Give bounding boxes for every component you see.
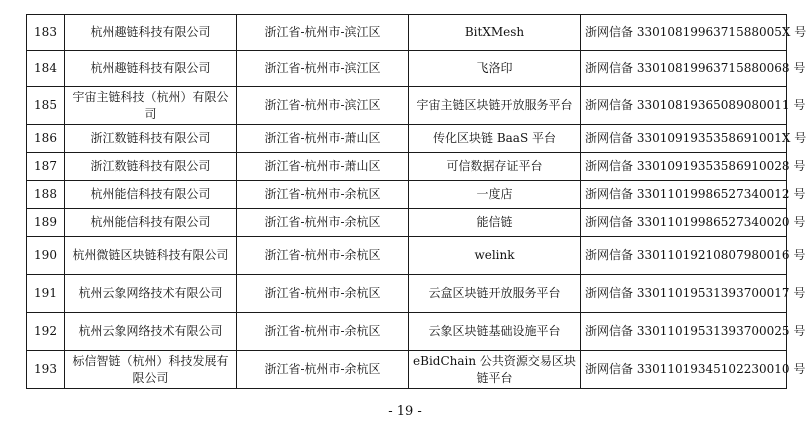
service-name: 云象区块链基础设施平台 bbox=[409, 313, 581, 351]
filing-number: 浙网信备 330110195313937000​25 号 bbox=[581, 313, 787, 351]
service-name: 一度店 bbox=[409, 181, 581, 209]
company-name: 宇宙主链科技（杭州）有限公司 bbox=[65, 87, 237, 125]
region: 浙江省-杭州市-余杭区 bbox=[237, 275, 409, 313]
service-name: 能信链 bbox=[409, 209, 581, 237]
region: 浙江省-杭州市-滨江区 bbox=[237, 15, 409, 51]
table-row bbox=[27, 87, 787, 125]
company-name: 浙江数链科技有限公司 bbox=[65, 125, 237, 153]
table-row bbox=[27, 125, 787, 153]
company-name: 杭州趣链科技有限公司 bbox=[65, 51, 237, 87]
region: 浙江省-杭州市-萧山区 bbox=[237, 153, 409, 181]
filing-number: 浙网信备 330110192108079800​16 号 bbox=[581, 237, 787, 275]
row-index: 186 bbox=[27, 125, 65, 153]
company-name: 浙江数链科技有限公司 bbox=[65, 153, 237, 181]
filing-number: 浙网信备 330110195313937000​17 号 bbox=[581, 275, 787, 313]
row-index: 192 bbox=[27, 313, 65, 351]
table-row bbox=[27, 351, 787, 389]
filing-number: 浙网信备 330108193650890800​11 号 bbox=[581, 87, 787, 125]
service-name: 宇宙主链区块链开放服务平台 bbox=[409, 87, 581, 125]
region: 浙江省-杭州市-萧山区 bbox=[237, 125, 409, 153]
row-index: 188 bbox=[27, 181, 65, 209]
service-name: 云盒区块链开放服务平台 bbox=[409, 275, 581, 313]
service-name: welink bbox=[409, 237, 581, 275]
filing-number: 浙网信备 330109193535869100​1X 号 bbox=[581, 125, 787, 153]
registry-table bbox=[26, 14, 807, 389]
region: 浙江省-杭州市-滨江区 bbox=[237, 51, 409, 87]
service-name: BitXMesh bbox=[409, 15, 581, 51]
company-name: 杭州微链区块链科技有限公司 bbox=[65, 237, 237, 275]
table-row bbox=[27, 209, 787, 237]
table-row bbox=[27, 237, 787, 275]
company-name: 杭州云象网络技术有限公司 bbox=[65, 275, 237, 313]
table-row bbox=[27, 313, 787, 351]
filing-number: 浙网信备 330110199865273400​12 号 bbox=[581, 181, 787, 209]
region: 浙江省-杭州市-余杭区 bbox=[237, 351, 409, 389]
company-name: 杭州能信科技有限公司 bbox=[65, 181, 237, 209]
table-row bbox=[27, 15, 787, 51]
region: 浙江省-杭州市-滨江区 bbox=[237, 87, 409, 125]
row-index: 184 bbox=[27, 51, 65, 87]
filing-number: 浙网信备 330109193535869100​28 号 bbox=[581, 153, 787, 181]
service-name: eBidChain 公共资源交易区块链平台 bbox=[409, 351, 581, 389]
company-name: 标信智链（杭州）科技发展有限公司 bbox=[65, 351, 237, 389]
row-index: 190 bbox=[27, 237, 65, 275]
table-row bbox=[27, 51, 787, 87]
region: 浙江省-杭州市-余杭区 bbox=[237, 181, 409, 209]
row-index: 191 bbox=[27, 275, 65, 313]
registry-sheet bbox=[26, 14, 807, 389]
service-name: 飞洛印 bbox=[409, 51, 581, 87]
company-name: 杭州能信科技有限公司 bbox=[65, 209, 237, 237]
company-name: 杭州云象网络技术有限公司 bbox=[65, 313, 237, 351]
table-row bbox=[27, 275, 787, 313]
region: 浙江省-杭州市-余杭区 bbox=[237, 313, 409, 351]
table-row bbox=[27, 153, 787, 181]
service-name: 传化区块链 BaaS 平台 bbox=[409, 125, 581, 153]
service-name: 可信数据存证平台 bbox=[409, 153, 581, 181]
filing-number: 浙网信备 330110199865273400​20 号 bbox=[581, 209, 787, 237]
filing-number: 浙网信备 330108199637158800​68 号 bbox=[581, 51, 787, 87]
row-index: 189 bbox=[27, 209, 65, 237]
filing-number: 浙网信备 330110193451022300​10 号 bbox=[581, 351, 787, 389]
row-index: 185 bbox=[27, 87, 65, 125]
table-row bbox=[27, 181, 787, 209]
filing-number: 浙网信备 330108199637158800​5X 号 bbox=[581, 15, 787, 51]
row-index: 183 bbox=[27, 15, 65, 51]
company-name: 杭州趣链科技有限公司 bbox=[65, 15, 237, 51]
row-index: 193 bbox=[27, 351, 65, 389]
region: 浙江省-杭州市-余杭区 bbox=[237, 237, 409, 275]
page-number: - 19 - bbox=[388, 404, 422, 419]
row-index: 187 bbox=[27, 153, 65, 181]
region: 浙江省-杭州市-余杭区 bbox=[237, 209, 409, 237]
